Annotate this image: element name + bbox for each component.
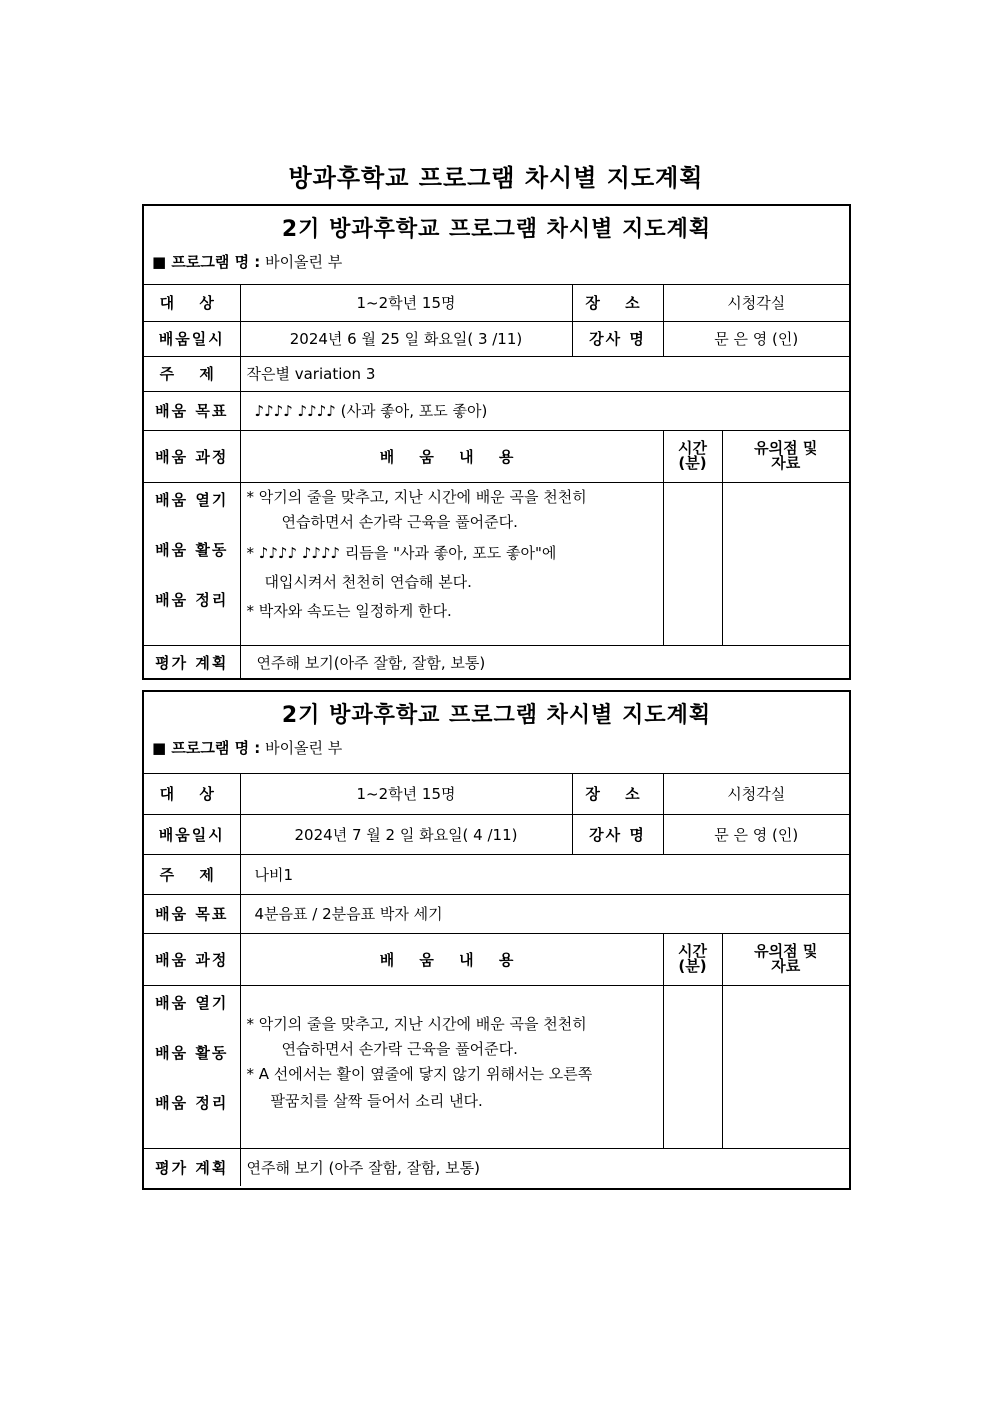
goal-row bbox=[144, 894, 849, 933]
plan-subtitle: 2기 방과후학교 프로그램 차시별 지도계획 bbox=[281, 217, 712, 242]
content-line: * ♪♪♪♪ ♪♪♪♪ 리듬을 "사과 좋아, 포도 좋아"에 bbox=[246, 543, 557, 562]
time-header: 시간 (분) bbox=[663, 430, 722, 482]
plan-table bbox=[144, 774, 849, 1186]
topic-label: 주 제 bbox=[144, 854, 240, 894]
place-value: 시청각실 bbox=[663, 285, 849, 321]
content-row bbox=[144, 482, 849, 645]
notes-cell bbox=[722, 482, 849, 645]
content-line: * A 선에서는 활이 옆줄에 닿지 않기 위해서는 오른쪽 bbox=[246, 1064, 593, 1083]
datetime-value: 2024년 6 월 25 일 화요일( 3 /11) bbox=[240, 321, 572, 356]
teacher-value: 문 은 영 (인) bbox=[663, 321, 849, 356]
datetime-row bbox=[144, 814, 849, 854]
content-header: 배 움 내 용 bbox=[240, 933, 663, 985]
lesson-plan-1 bbox=[142, 204, 851, 680]
evaluation-value: 연주해 보기 (아주 잘함, 잘함, 보통) bbox=[240, 1148, 849, 1186]
evaluation-label: 평가 계획 bbox=[144, 645, 240, 679]
plan-header bbox=[144, 692, 849, 774]
datetime-label: 배움일시 bbox=[144, 321, 240, 356]
lesson-plan-2 bbox=[142, 690, 851, 1190]
topic-value: 작은별 variation 3 bbox=[240, 356, 849, 391]
phase-close: 배움 정리 bbox=[155, 590, 229, 609]
evaluation-value: 연주해 보기(아주 잘함, 잘함, 보통) bbox=[240, 645, 849, 679]
content-line: 팔꿈치를 살짝 들어서 소리 낸다. bbox=[270, 1091, 483, 1110]
phase-open: 배움 열기 bbox=[155, 490, 229, 509]
time-cell bbox=[663, 482, 722, 645]
content-cell bbox=[240, 482, 663, 645]
process-header-row bbox=[144, 430, 849, 482]
evaluation-row bbox=[144, 645, 849, 679]
content-line: 연습하면서 손가락 근육을 풀어준다. bbox=[281, 1039, 518, 1058]
program-name-value: 바이올린 부 bbox=[265, 739, 343, 757]
topic-row bbox=[144, 356, 849, 391]
page-title: 방과후학교 프로그램 차시별 지도계획 bbox=[288, 164, 704, 192]
content-row bbox=[144, 985, 849, 1148]
goal-label: 배움 목표 bbox=[144, 894, 240, 933]
phase-open: 배움 열기 bbox=[155, 993, 229, 1012]
evaluation-row bbox=[144, 1148, 849, 1186]
target-value: 1~2학년 15명 bbox=[240, 774, 572, 814]
content-line: * 악기의 줄을 맞추고, 지난 시간에 배운 곡을 천천히 bbox=[246, 1014, 587, 1033]
target-label: 대 상 bbox=[144, 285, 240, 321]
phases-cell bbox=[144, 985, 240, 1148]
plan-subtitle: 2기 방과후학교 프로그램 차시별 지도계획 bbox=[281, 703, 712, 728]
goal-label: 배움 목표 bbox=[144, 391, 240, 430]
goal-value: ♪♪♪♪ ♪♪♪♪ (사과 좋아, 포도 좋아) bbox=[240, 391, 849, 430]
content-line: * 악기의 줄을 맞추고, 지난 시간에 배운 곡을 천천히 bbox=[246, 487, 587, 506]
target-label: 대 상 bbox=[144, 774, 240, 814]
topic-row bbox=[144, 854, 849, 894]
target-value: 1~2학년 15명 bbox=[240, 285, 572, 321]
teacher-label: 강사 명 bbox=[572, 814, 663, 854]
evaluation-label: 평가 계획 bbox=[144, 1148, 240, 1186]
program-name-value: 바이올린 부 bbox=[265, 253, 343, 271]
place-label: 장 소 bbox=[572, 285, 663, 321]
teacher-value: 문 은 영 (인) bbox=[663, 814, 849, 854]
process-label: 배움 과정 bbox=[144, 430, 240, 482]
goal-value: 4분음표 / 2분음표 박자 세기 bbox=[240, 894, 849, 933]
notes-header: 유의점 및 자료 bbox=[722, 430, 849, 482]
datetime-row bbox=[144, 321, 849, 356]
phase-close: 배움 정리 bbox=[155, 1093, 229, 1112]
program-name-row bbox=[152, 737, 841, 758]
program-name-row bbox=[152, 251, 841, 272]
phase-activity: 배움 활동 bbox=[155, 1043, 229, 1062]
topic-label: 주 제 bbox=[144, 356, 240, 391]
content-header: 배 움 내 용 bbox=[240, 430, 663, 482]
target-row bbox=[144, 774, 849, 814]
program-name-label: ■ 프로그램 명 : bbox=[152, 253, 261, 271]
content-line: * 박자와 속도는 일정하게 한다. bbox=[246, 601, 452, 620]
plan-table bbox=[144, 285, 849, 679]
process-header-row bbox=[144, 933, 849, 985]
time-cell bbox=[663, 985, 722, 1148]
target-row bbox=[144, 285, 849, 321]
notes-cell bbox=[722, 985, 849, 1148]
phase-activity: 배움 활동 bbox=[155, 540, 229, 559]
teacher-label: 강사 명 bbox=[572, 321, 663, 356]
content-cell bbox=[240, 985, 663, 1148]
datetime-label: 배움일시 bbox=[144, 814, 240, 854]
goal-row bbox=[144, 391, 849, 430]
place-value: 시청각실 bbox=[663, 774, 849, 814]
program-name-label: ■ 프로그램 명 : bbox=[152, 739, 261, 757]
topic-value: 나비1 bbox=[240, 854, 849, 894]
plan-header bbox=[144, 206, 849, 285]
datetime-value: 2024년 7 월 2 일 화요일( 4 /11) bbox=[240, 814, 572, 854]
place-label: 장 소 bbox=[572, 774, 663, 814]
content-line: 연습하면서 손가락 근육을 풀어준다. bbox=[281, 512, 518, 531]
time-header: 시간 (분) bbox=[663, 933, 722, 985]
process-label: 배움 과정 bbox=[144, 933, 240, 985]
content-line: 대입시켜서 천천히 연습해 본다. bbox=[264, 572, 472, 591]
phases-cell bbox=[144, 482, 240, 645]
notes-header: 유의점 및 자료 bbox=[722, 933, 849, 985]
